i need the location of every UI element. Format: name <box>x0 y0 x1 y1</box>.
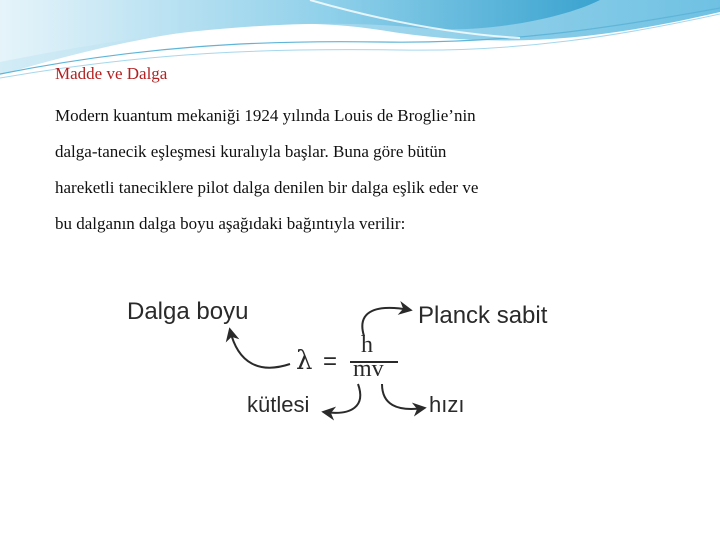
mass-label: kütlesi <box>247 392 310 417</box>
arrow-to-velocity <box>382 384 424 409</box>
fraction-denominator: mv <box>353 356 384 382</box>
wavelength-label: Dalga boyu <box>127 298 249 325</box>
de-broglie-diagram <box>120 288 560 428</box>
body-line: Modern kuantum mekaniği 1924 yılında Louis de Broglie’nin <box>55 106 476 125</box>
velocity-label: hızı <box>429 392 465 417</box>
arrow-to-wavelength <box>230 330 290 368</box>
planck-constant-label: Planck sabit <box>418 302 548 329</box>
fraction-numerator: h <box>361 332 373 358</box>
body-line: hareketli taneciklere pilot dalga denilen bir dalga eşlik eder ve <box>55 178 479 197</box>
body-line: bu dalganın dalga boyu aşağıdaki bağıntıyla verilir: <box>55 214 406 233</box>
body-line: dalga-tanecik eşleşmesi kuralıyla başlar. Buna göre bütün <box>55 142 447 161</box>
lambda-symbol: λ <box>296 346 313 376</box>
slide-title: Madde ve Dalga <box>55 64 168 83</box>
arrow-to-mass <box>324 384 360 413</box>
body-paragraph <box>55 98 575 242</box>
equals-sign: = <box>323 348 338 375</box>
